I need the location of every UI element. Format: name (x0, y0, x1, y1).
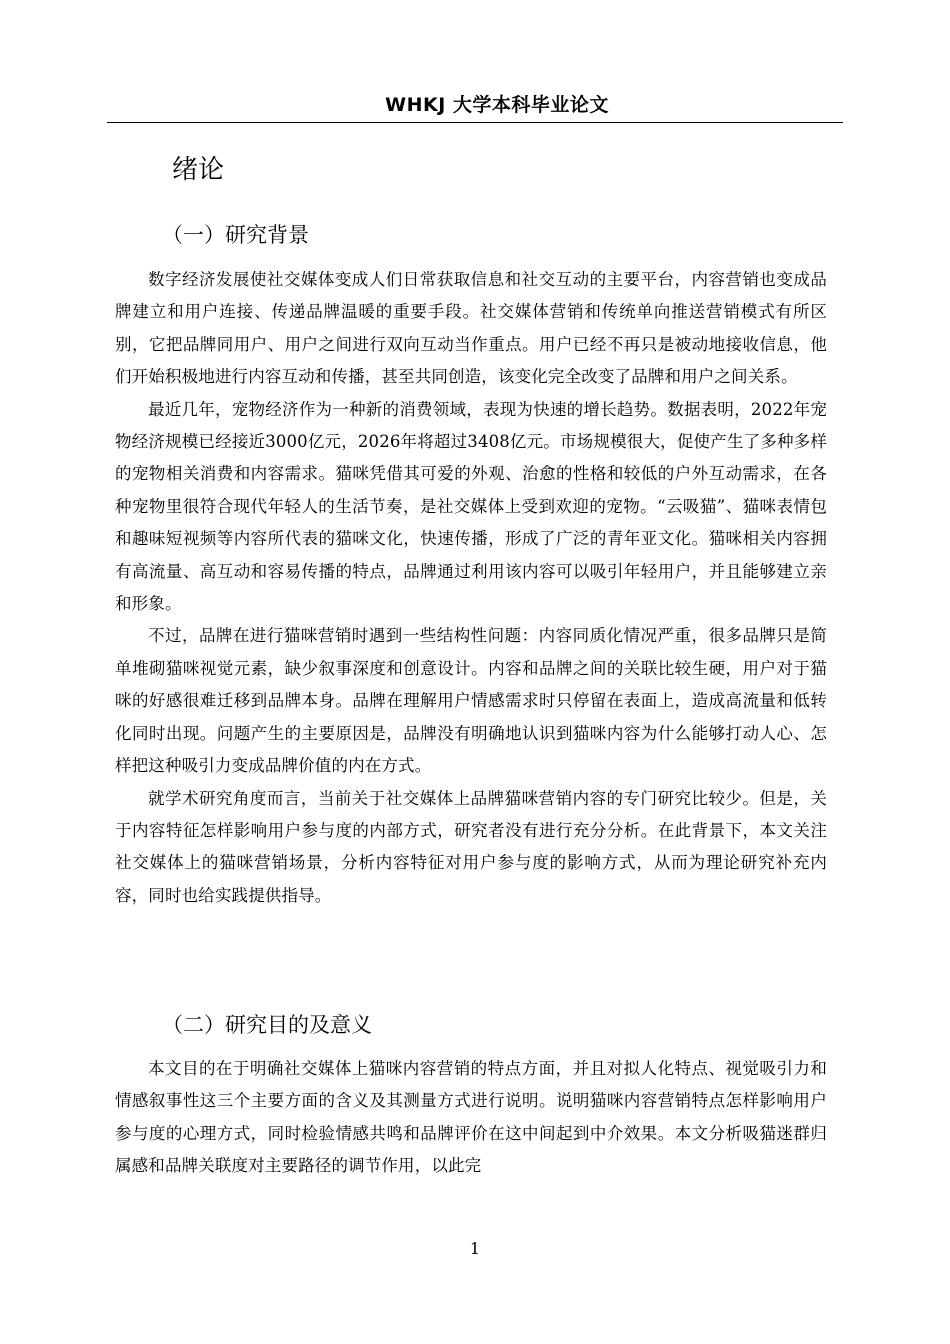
section-title-background: （一）研究背景 (162, 223, 309, 247)
header-title: WHKJ 大学本科毕业论文 (385, 94, 609, 116)
section-purpose-body (115, 1053, 827, 1183)
paragraph: 不过，品牌在进行猫咪营销时遇到一些结构性问题：内容同质化情况严重，很多品牌只是简单堆砌猫咪视觉元素，缺少叙事深度和创意设计。内容和品牌之间的关联比较生硬，用户对于猫咪的好感很难迁移到品牌本身。品牌在理解用户情感需求时只停留在表面上，造成高流量和低转化同时出现。问题产生的主要原因是，品牌没有明确地认识到猫咪内容为什么能够打动人心、怎样把这种吸引力变成品牌价值的内在方式。 (115, 626, 827, 776)
page-number: 1 (469, 1239, 481, 1258)
section-title-purpose: （二）研究目的及意义 (162, 1013, 372, 1037)
page-header (107, 90, 843, 123)
paragraph: 本文目的在于明确社交媒体上猫咪内容营销的特点方面，并且对拟人化特点、视觉吸引力和情感叙事性这三个主要方面的含义及其测量方式进行说明。说明猫咪内容营销特点怎样影响用户参与度的心理方式，同时检验情感共鸣和品牌评价在这中间起到中介效果。本文分析吸猫迷群归属感和品牌关联度对主要路径的调节作用，以此完 (115, 1059, 827, 1176)
paragraph: 最近几年，宠物经济作为一种新的消费领域，表现为快速的增长趋势。数据表明，2022年宠物经济规模已经接近3000亿元，2026年将超过3408亿元。市场规模很大，促使产生了多种多样的宠物相关消费和内容需求。猫咪凭借其可爱的外观、治愈的性格和较低的户外互动需求，在各种宠物里很符合现代年轻人的生活节奏，是社交媒体上受到欢迎的宠物。“云吸猫”、猫咪表情包和趣味短视频等内容所代表的猫咪文化，快速传播，形成了广泛的青年亚文化。猫咪相关内容拥有高流量、高互动和容易传播的特点，品牌通过利用该内容可以吸引年轻用户，并且能够建立亲和形象。 (115, 399, 827, 614)
paragraph: 就学术研究角度而言，当前关于社交媒体上品牌猫咪营销内容的专门研究比较少。但是，关于内容特征怎样影响用户参与度的内部方式，研究者没有进行充分分析。在此背景下，本文关注社交媒体上的猫咪营销场景，分析内容特征对用户参与度的影响方式，从而为理论研究补充内容，同时也给实践提供指导。 (115, 788, 827, 905)
chapter-title: 绪论 (172, 155, 225, 185)
paragraph: 数字经济发展使社交媒体变成人们日常获取信息和社交互动的主要平台，内容营销也变成品牌建立和用户连接、传递品牌温暖的重要手段。社交媒体营销和传统单向推送营销模式有所区别，它把品牌同用户、用户之间进行双向互动当作重点。用户已经不再只是被动地接收信息，他们开始积极地进行内容互动和传播，甚至共同创造，该变化完全改变了品牌和用户之间关系。 (115, 270, 827, 387)
section-background-body (115, 264, 827, 912)
